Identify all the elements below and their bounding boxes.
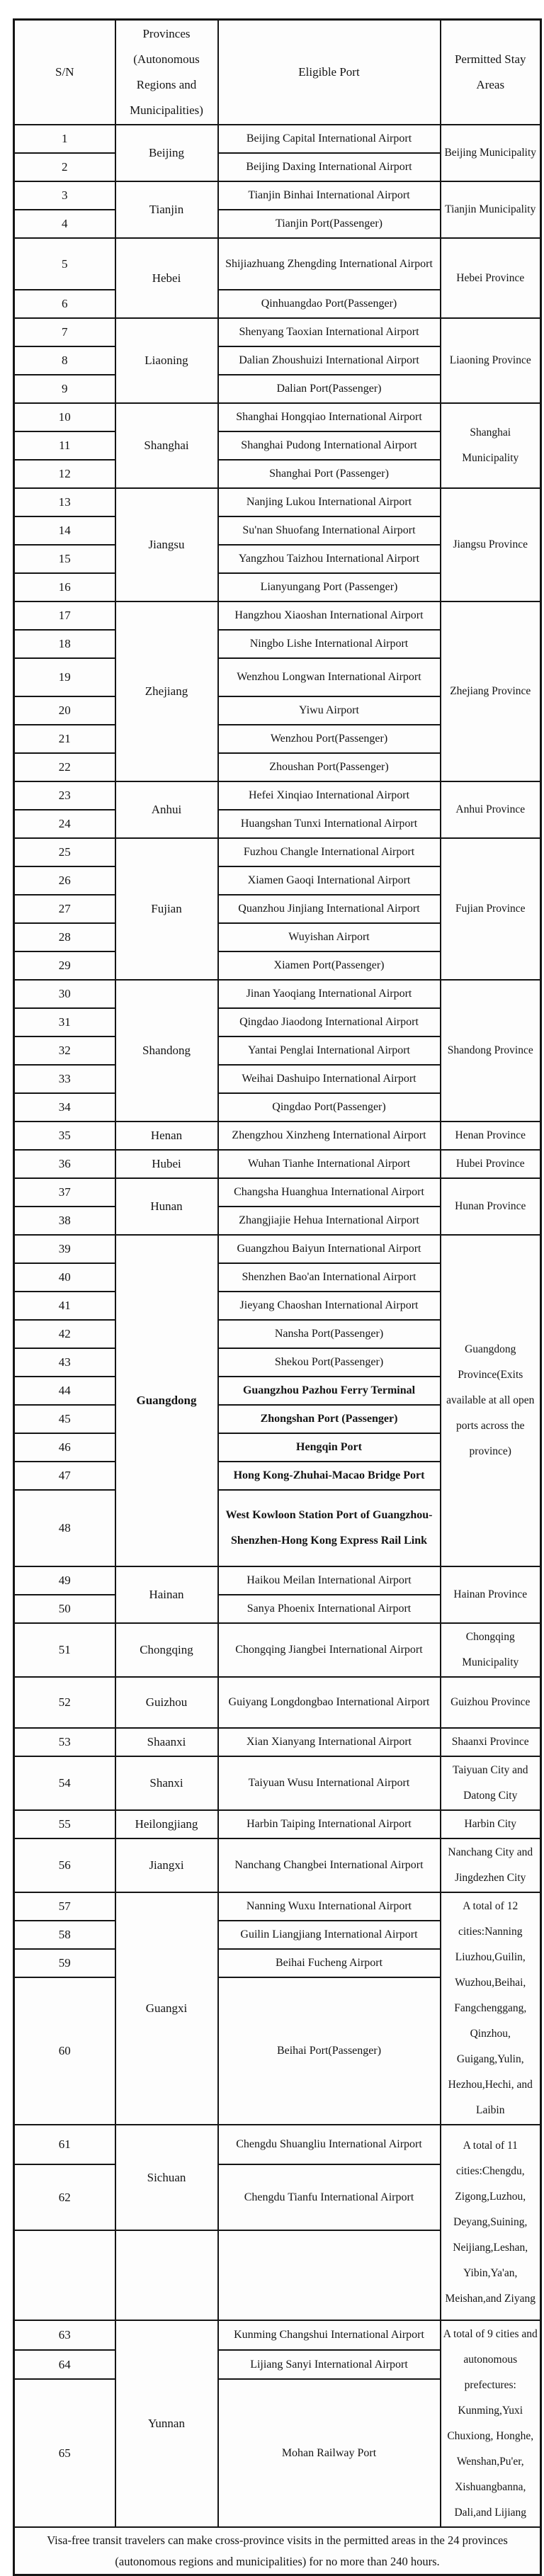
port-cell: Xiamen Gaoqi International Airport (218, 866, 441, 895)
sn-cell: 5 (14, 238, 115, 290)
sn-cell: 26 (14, 866, 115, 895)
sn-cell: 23 (14, 781, 115, 810)
port-cell: Wuyishan Airport (218, 923, 441, 951)
province-cell: Hebei (115, 238, 218, 318)
sn-cell: 33 (14, 1065, 115, 1093)
sn-cell: 27 (14, 895, 115, 923)
sn-cell: 20 (14, 696, 115, 725)
province-cell: Anhui (115, 781, 218, 838)
port-cell: Kunming Changshui International Airport (218, 2320, 441, 2350)
sn-cell: 14 (14, 516, 115, 545)
port-cell: Guangzhou Pazhou Ferry Terminal (218, 1377, 441, 1405)
port-cell: Hong Kong-Zhuhai-Macao Bridge Port (218, 1462, 441, 1490)
port-cell: Beijing Capital International Airport (218, 125, 441, 153)
province-cell: Beijing (115, 125, 218, 181)
sn-cell: 55 (14, 1810, 115, 1838)
stay-cell: Harbin City (441, 1810, 541, 1838)
sn-cell: 59 (14, 1949, 115, 1977)
sn-cell: 6 (14, 290, 115, 318)
port-cell: Shekou Port(Passenger) (218, 1348, 441, 1377)
sn-cell: 43 (14, 1348, 115, 1377)
province-cell: Guangxi (115, 1892, 218, 2125)
sn-cell: 37 (14, 1178, 115, 1207)
port-cell: Sanya Phoenix International Airport (218, 1595, 441, 1623)
sn-cell: 4 (14, 210, 115, 238)
port-cell: Mohan Railway Port (218, 2379, 441, 2527)
sn-cell: 60 (14, 1977, 115, 2125)
port-cell: Hengqin Port (218, 1433, 441, 1462)
sn-cell: 53 (14, 1728, 115, 1756)
port-cell: Guangzhou Baiyun International Airport (218, 1235, 441, 1263)
table-row (14, 1756, 541, 1810)
sn-cell: 3 (14, 181, 115, 210)
port-cell: Harbin Taiping International Airport (218, 1810, 441, 1838)
table-row (14, 838, 541, 866)
stay-cell: Hebei Province (441, 238, 541, 318)
table-header-row (14, 20, 541, 125)
province-cell: Sichuan (115, 2125, 218, 2230)
stay-cell: Henan Province (441, 1122, 541, 1150)
sn-cell: 35 (14, 1122, 115, 1150)
table-row (14, 1728, 541, 1756)
province-cell: Yunnan (115, 2320, 218, 2527)
table-row (14, 1566, 541, 1595)
stay-cell: Jiangsu Province (441, 488, 541, 601)
port-cell: Guiyang Longdongbao International Airport (218, 1677, 441, 1728)
table-row (14, 1838, 541, 1892)
sn-cell: 31 (14, 1008, 115, 1036)
port-cell: Yangzhou Taizhou International Airport (218, 545, 441, 573)
sn-cell: 41 (14, 1292, 115, 1320)
sn-cell: 61 (14, 2125, 115, 2164)
sn-cell: 15 (14, 545, 115, 573)
stay-cell: Chongqing Municipality (441, 1623, 541, 1677)
sn-cell: 28 (14, 923, 115, 951)
province-cell: Jiangsu (115, 488, 218, 601)
table-row (14, 318, 541, 346)
sn-cell: 48 (14, 1490, 115, 1566)
sn-cell: 42 (14, 1320, 115, 1348)
port-cell: Nansha Port(Passenger) (218, 1320, 441, 1348)
table-row (14, 1150, 541, 1178)
port-cell: Zhoushan Port(Passenger) (218, 753, 441, 781)
port-cell: Qingdao Jiaodong International Airport (218, 1008, 441, 1036)
table-row (14, 1235, 541, 1263)
table-row (14, 2125, 541, 2164)
port-cell: Shijiazhuang Zhengding International Airport (218, 238, 441, 290)
sn-cell: 51 (14, 1623, 115, 1677)
province-cell: Shanghai (115, 403, 218, 488)
stay-cell: Guizhou Province (441, 1677, 541, 1728)
stay-cell: Tianjin Municipality (441, 181, 541, 238)
port-cell: West Kowloon Station Port of Guangzhou-Shenzhen-Hong Kong Express Rail Link (218, 1490, 441, 1566)
province-cell: Tianjin (115, 181, 218, 238)
port-cell: Huangshan Tunxi International Airport (218, 810, 441, 838)
port-cell: Hefei Xinqiao International Airport (218, 781, 441, 810)
port-cell: Jieyang Chaoshan International Airport (218, 1292, 441, 1320)
province-cell: Guizhou (115, 1677, 218, 1728)
port-cell: Xian Xianyang International Airport (218, 1728, 441, 1756)
table-row (14, 238, 541, 290)
sn-cell: 47 (14, 1462, 115, 1490)
port-cell: Fuzhou Changle International Airport (218, 838, 441, 866)
province-cell: Shaanxi (115, 1728, 218, 1756)
port-cell: Shenzhen Bao'an International Airport (218, 1263, 441, 1292)
table-row (14, 1677, 541, 1728)
sn-cell: 18 (14, 630, 115, 658)
province-cell: Liaoning (115, 318, 218, 403)
table-row (14, 781, 541, 810)
transit-ports-table (13, 18, 542, 2576)
table-footnote-row (14, 2527, 541, 2575)
port-cell: Chengdu Tianfu International Airport (218, 2164, 441, 2230)
port-cell: Beihai Port(Passenger) (218, 1977, 441, 2125)
sn-cell: 40 (14, 1263, 115, 1292)
port-cell: Lianyungang Port (Passenger) (218, 573, 441, 601)
port-cell: Zhangjiajie Hehua International Airport (218, 1207, 441, 1235)
port-cell: Su'nan Shuofang International Airport (218, 516, 441, 545)
port-cell: Beijing Daxing International Airport (218, 153, 441, 181)
header-cell-permitted-stay-areas: Permitted Stay Areas (441, 20, 541, 125)
sn-cell: 56 (14, 1838, 115, 1892)
port-cell: Dalian Port(Passenger) (218, 375, 441, 403)
table-row (14, 980, 541, 1008)
port-cell: Shanghai Port (Passenger) (218, 460, 441, 488)
sn-cell: 32 (14, 1036, 115, 1065)
sn-cell: 65 (14, 2379, 115, 2527)
port-cell: Qingdao Port(Passenger) (218, 1093, 441, 1122)
sn-cell: 30 (14, 980, 115, 1008)
port-cell: Wuhan Tianhe International Airport (218, 1150, 441, 1178)
province-cell: Shandong (115, 980, 218, 1122)
sn-cell: 52 (14, 1677, 115, 1728)
province-cell: Heilongjiang (115, 1810, 218, 1838)
table-row (14, 1810, 541, 1838)
province-cell: Fujian (115, 838, 218, 980)
port-cell: Hangzhou Xiaoshan International Airport (218, 601, 441, 630)
table-row (14, 488, 541, 516)
port-cell: Lijiang Sanyi International Airport (218, 2350, 441, 2380)
port-cell: Nanjing Lukou International Airport (218, 488, 441, 516)
sn-cell: 11 (14, 431, 115, 460)
port-cell: Weihai Dashuipo International Airport (218, 1065, 441, 1093)
sn-cell: 38 (14, 1207, 115, 1235)
sn-cell: 17 (14, 601, 115, 630)
sn-cell: 7 (14, 318, 115, 346)
port-cell: Changsha Huanghua International Airport (218, 1178, 441, 1207)
port-cell: Shanghai Hongqiao International Airport (218, 403, 441, 431)
sn-cell: 13 (14, 488, 115, 516)
province-cell: Shanxi (115, 1756, 218, 1810)
province-cell: Guangdong (115, 1235, 218, 1566)
header-cell-eligible-port: Eligible Port (218, 20, 441, 125)
port-cell: Qinhuangdao Port(Passenger) (218, 290, 441, 318)
port-cell: Tianjin Port(Passenger) (218, 210, 441, 238)
sn-cell: 54 (14, 1756, 115, 1810)
port-cell: Xiamen Port(Passenger) (218, 951, 441, 980)
sn-cell: 34 (14, 1093, 115, 1122)
stay-cell: Shandong Province (441, 980, 541, 1122)
stay-cell: A total of 12 cities:Nanning Liuzhou,Guilin, Wuzhou,Beihai, Fangchenggang, Qinzhou, Guigang,Yulin, Hezhou,Hechi, and Laibin (441, 1892, 541, 2125)
port-cell: Chongqing Jiangbei International Airport (218, 1623, 441, 1677)
sn-cell: 50 (14, 1595, 115, 1623)
sn-cell: 1 (14, 125, 115, 153)
port-cell: Chengdu Shuangliu International Airport (218, 2125, 441, 2164)
province-cell: Chongqing (115, 1623, 218, 1677)
sn-cell: 64 (14, 2350, 115, 2380)
sn-cell: 12 (14, 460, 115, 488)
port-cell: Dalian Zhoushuizi International Airport (218, 346, 441, 375)
table-row (14, 2320, 541, 2350)
province-cell: Henan (115, 1122, 218, 1150)
port-cell: Wenzhou Longwan International Airport (218, 658, 441, 696)
sn-cell: 8 (14, 346, 115, 375)
sn-cell: 62 (14, 2164, 115, 2230)
port-cell: Zhongshan Port (Passenger) (218, 1405, 441, 1433)
table-footnote: Visa-free transit travelers can make cross-province visits in the permitted areas in the 24 provinces (autonomous regions and municipalities) for no more than 240 hours. (14, 2527, 541, 2575)
province-cell (115, 2230, 218, 2320)
stay-cell: Hainan Province (441, 1566, 541, 1623)
stay-cell: Beijing Municipality (441, 125, 541, 181)
stay-cell: Nanchang City and Jingdezhen City (441, 1838, 541, 1892)
province-cell: Zhejiang (115, 601, 218, 781)
port-cell: Ningbo Lishe International Airport (218, 630, 441, 658)
port-cell: Guilin Liangjiang International Airport (218, 1921, 441, 1949)
stay-cell: Hunan Province (441, 1178, 541, 1235)
sn-cell: 36 (14, 1150, 115, 1178)
stay-cell: Anhui Province (441, 781, 541, 838)
sn-cell: 21 (14, 725, 115, 753)
port-cell: Haikou Meilan International Airport (218, 1566, 441, 1595)
table-row (14, 1178, 541, 1207)
province-cell: Hunan (115, 1178, 218, 1235)
sn-cell (14, 2230, 115, 2320)
sn-cell: 49 (14, 1566, 115, 1595)
port-cell: Quanzhou Jinjiang International Airport (218, 895, 441, 923)
header-cell-provinces: Provinces (Autonomous Regions and Municipalities) (115, 20, 218, 125)
sn-cell: 44 (14, 1377, 115, 1405)
stay-cell: A total of 9 cities and autonomous prefectures: Kunming,Yuxi Chuxiong, Honghe, Wenshan,Pu'er, Xishuangbanna, Dali,and Lijiang (441, 2320, 541, 2527)
sn-cell: 19 (14, 658, 115, 696)
port-cell: Shanghai Pudong International Airport (218, 431, 441, 460)
stay-cell: Fujian Province (441, 838, 541, 980)
sn-cell: 46 (14, 1433, 115, 1462)
sn-cell: 58 (14, 1921, 115, 1949)
sn-cell: 10 (14, 403, 115, 431)
stay-cell: Shanghai Municipality (441, 403, 541, 488)
stay-cell: Zhejiang Province (441, 601, 541, 781)
stay-cell: A total of 11 cities:Chengdu, Zigong,Luzhou, Deyang,Suining, Neijiang,Leshan, Yibin,Ya'an, Meishan,and Ziyang (441, 2125, 541, 2320)
table-row (14, 125, 541, 153)
table-row (14, 181, 541, 210)
port-cell: Wenzhou Port(Passenger) (218, 725, 441, 753)
port-cell: Tianjin Binhai International Airport (218, 181, 441, 210)
table-row (14, 601, 541, 630)
table-row (14, 403, 541, 431)
table-row (14, 1892, 541, 1921)
port-cell (218, 2230, 441, 2320)
sn-cell: 29 (14, 951, 115, 980)
stay-cell: Liaoning Province (441, 318, 541, 403)
province-cell: Hainan (115, 1566, 218, 1623)
sn-cell: 16 (14, 573, 115, 601)
province-cell: Jiangxi (115, 1838, 218, 1892)
port-cell: Zhengzhou Xinzheng International Airport (218, 1122, 441, 1150)
stay-cell: Guangdong Province(Exits available at all open ports across the province) (441, 1235, 541, 1566)
sn-cell: 39 (14, 1235, 115, 1263)
province-cell: Hubei (115, 1150, 218, 1178)
port-cell: Yantai Penglai International Airport (218, 1036, 441, 1065)
sn-cell: 63 (14, 2320, 115, 2350)
port-cell: Jinan Yaoqiang International Airport (218, 980, 441, 1008)
sn-cell: 9 (14, 375, 115, 403)
table-row (14, 1623, 541, 1677)
port-cell: Beihai Fucheng Airport (218, 1949, 441, 1977)
port-cell: Taiyuan Wusu International Airport (218, 1756, 441, 1810)
sn-cell: 57 (14, 1892, 115, 1921)
sn-cell: 24 (14, 810, 115, 838)
stay-cell: Shaanxi Province (441, 1728, 541, 1756)
sn-cell: 22 (14, 753, 115, 781)
stay-cell: Taiyuan City and Datong City (441, 1756, 541, 1810)
header-cell-sn: S/N (14, 20, 115, 125)
port-cell: Nanning Wuxu International Airport (218, 1892, 441, 1921)
table-row (14, 1122, 541, 1150)
stay-cell: Hubei Province (441, 1150, 541, 1178)
port-cell: Nanchang Changbei International Airport (218, 1838, 441, 1892)
port-cell: Shenyang Taoxian International Airport (218, 318, 441, 346)
sn-cell: 45 (14, 1405, 115, 1433)
port-cell: Yiwu Airport (218, 696, 441, 725)
sn-cell: 25 (14, 838, 115, 866)
sn-cell: 2 (14, 153, 115, 181)
